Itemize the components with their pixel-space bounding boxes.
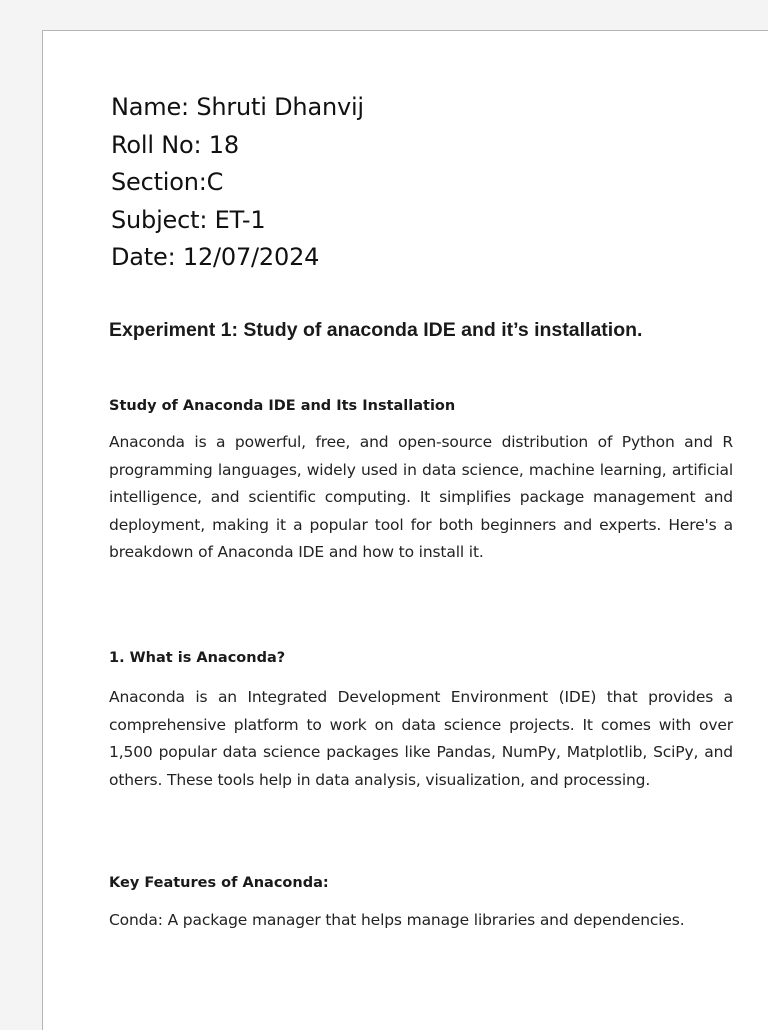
student-date: Date: 12/07/2024: [111, 243, 320, 271]
section-body-features: Conda: A package manager that helps manage libraries and dependencies.: [109, 911, 685, 929]
experiment-title: Experiment 1: Study of anaconda IDE and it’s installation.: [109, 319, 643, 341]
section-heading-what-is: 1. What is Anaconda?: [109, 650, 286, 666]
student-name: Name: Shruti Dhanvij: [111, 93, 364, 121]
document-page: [42, 30, 768, 1030]
section-body-study: Anaconda is a powerful, free, and open-source distribution of Python and R programming languages, widely used in data science, machine learning, artificial intelligence, and scientific computing. It simplifies package management and deployment, making it a popular tool for both beginners and experts. Here's a breakdown of Anaconda IDE and how to install it.: [109, 433, 733, 561]
student-section: Section:C: [111, 168, 224, 196]
student-roll-no: Roll No: 18: [111, 130, 239, 159]
section-heading-study: Study of Anaconda IDE and Its Installation: [109, 398, 456, 414]
student-info: [111, 89, 364, 277]
section-heading-features: Key Features of Anaconda:: [109, 875, 329, 891]
section-body-what-is: Anaconda is an Integrated Development Environment (IDE) that provides a comprehensive platform to work on data science projects. It comes with over 1,500 popular data science packages like Pandas, NumPy, Matplotlib, SciPy, and others. These tools help in data analysis, visualization, and processing.: [109, 688, 733, 789]
student-subject: Subject: ET-1: [111, 205, 266, 234]
